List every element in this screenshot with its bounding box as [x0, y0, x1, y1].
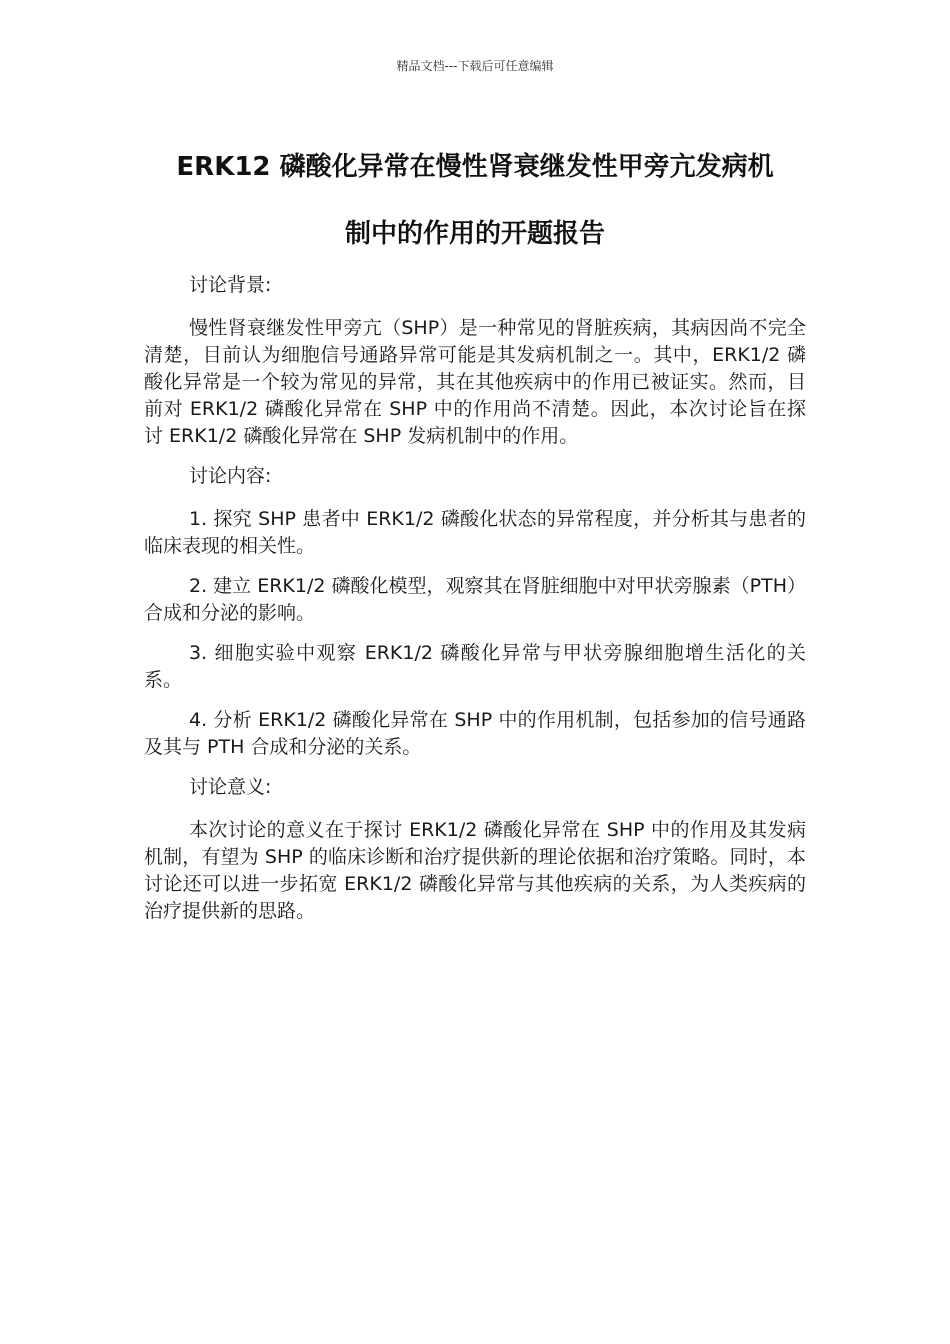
content-item-2: 2. 建立 ERK1/2 磷酸化模型，观察其在肾脏细胞中对甲状旁腺素（PTH）合成和分泌的影响。: [144, 575, 806, 624]
content-item-3: 3. 细胞实验中观察 ERK1/2 磷酸化异常与甲状旁腺细胞增生活化的关系。: [144, 642, 806, 691]
title-line-2: 制中的作用的开题报告: [344, 219, 605, 249]
document-title: [144, 134, 806, 268]
section-heading-content: 讨论内容:: [189, 465, 272, 487]
section-heading-background: 讨论背景:: [189, 274, 272, 296]
title-line-1: ERK12 磷酸化异常在慢性肾衰继发性甲旁亢发病机: [176, 152, 774, 182]
section-heading-significance: 讨论意义:: [189, 776, 272, 798]
content-item-1: 1. 探究 SHP 患者中 ERK1/2 磷酸化状态的异常程度，并分析其与患者的临床表现的相关性。: [144, 508, 806, 557]
header-note: 精品文档---下载后可任意编辑: [396, 59, 554, 73]
document-body: [144, 272, 806, 938]
significance-paragraph: 本次讨论的意义在于探讨 ERK1/2 磷酸化异常在 SHP 中的作用及其发病机制，有望为 SHP 的临床诊断和治疗提供新的理论依据和治疗策略。同时，本讨论还可以进一步拓宽 ERK1/2 磷酸化异常与其他疾病的关系，为人类疾病的治疗提供新的思路。: [144, 819, 806, 922]
content-item-4: 4. 分析 ERK1/2 磷酸化异常在 SHP 中的作用机制，包括参加的信号通路及其与 PTH 合成和分泌的关系。: [144, 709, 806, 758]
background-paragraph: 慢性肾衰继发性甲旁亢（SHP）是一种常见的肾脏疾病，其病因尚不完全清楚，目前认为细胞信号通路异常可能是其发病机制之一。其中，ERK1/2 磷酸化异常是一个较为常见的异常，其在其他疾病中的作用已被证实。然而，目前对 ERK1/2 磷酸化异常在 SHP 中的作用尚不清楚。因此，本次讨论旨在探讨 ERK1/2 磷酸化异常在 SHP 发病机制中的作用。: [144, 317, 806, 447]
